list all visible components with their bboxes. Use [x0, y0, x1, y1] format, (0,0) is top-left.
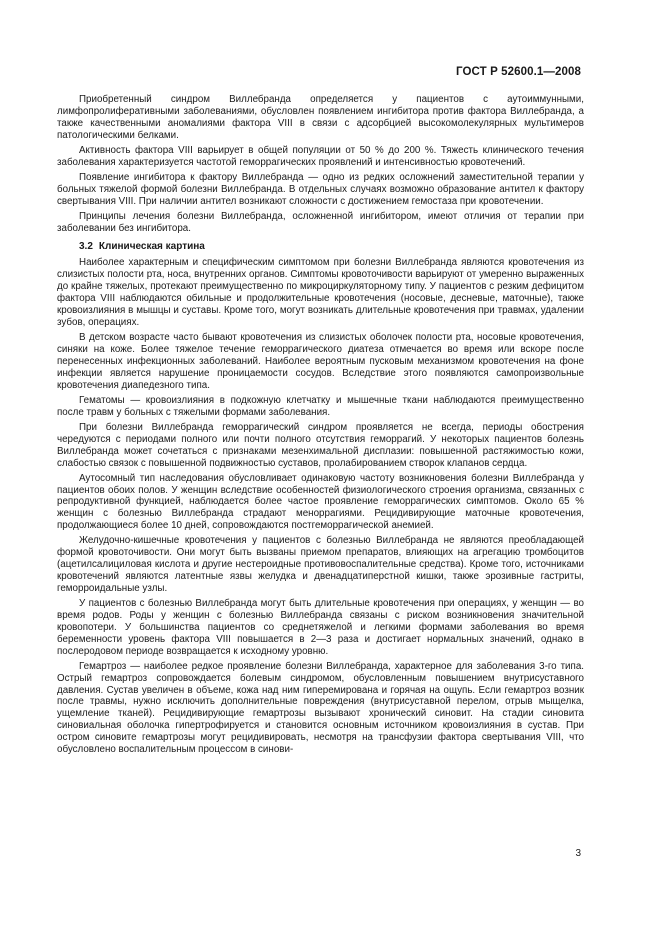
paragraph: В детском возрасте часто бывают кровотечения из слизистых оболочек полости рта, носовые кровотечения, синяки на коже. Более тяжелое течение геморрагического диатеза отмечается во время или вскоре после перенесенных инфекционных заболеваний. Наиболее вероятным пусковым механизмом кровотечения на фоне инфекции является нарушение проницаемости сосудов. Вследствие этого появляются самопроизвольные кровотечения диапедезного типа.: [57, 332, 584, 391]
paragraph: Аутосомный тип наследования обусловливает одинаковую частоту возникновения болезни Виллебранда у пациентов обоих полов. У женщин вследствие особенностей физиологического строения организма, связанных с репродуктивной функцией, наблюдается более частое проявление геморрагических симптомов. Около 65 % женщин с болезнью Виллебранда страдают меноррагиями. Рецидивирующие маточные кровотечения, продолжающиеся более 10 дней, сопровождаются постгеморрагической анемией.: [57, 472, 584, 532]
paragraph: Наиболее характерным и специфическим симптомом при болезни Виллебранда являются кровотечения из слизистых полости рта, носа, внутренних органов. Симптомы кровоточивости варьируют от умеренно выраженных до крайне тяжелых, протекают преимущественно по микроциркуляторному типу. У пациентов с резким дефицитом фактора VIII наблюдаются обильные и продолжительные кровотечения (носовые, десневые, маточные), также кровоизлияния в мышцы и суставы. Кроме того, могут возникать длительные кровотечения при травмах, удалении зубов, операциях.: [57, 257, 584, 328]
section-title: Клиническая картина: [98, 240, 205, 252]
paragraph: У пациентов с болезнью Виллебранда могут быть длительные кровотечения при операциях, у женщин — во время родов. Роды у женщин с болезнью Виллебранда связаны с риском возникновения значительной кровопотери. У большинства пациентов со среднетяжелой и легкими формами заболевания во время беременности уровень фактора VIII повышается в 2—3 раза и достигает нормальных значений, однако в послеродовом периоде возвращается к исходному уровню.: [57, 598, 584, 657]
page-number: 3: [575, 848, 581, 859]
paragraph: Появление ингибитора к фактору Виллебранда — одно из редких осложнений заместительной терапии у больных тяжелой формой болезни Виллебранда. В отдельных случаях возможно образование антител к фактору свертывания VIII. При наличии антител возникают сложности с достижением гемостаза при кровотечении.: [57, 171, 584, 207]
paragraph: Желудочно-кишечные кровотечения у пациентов с болезнью Виллебранда не являются преобладающей формой кровоточивости. Они могут быть вызваны приемом препаратов, влияющих на агрегацию тромбоцитов (ацетилсалициловая кислота и другие нестероидные противовоспалительные средства). Кроме того, источниками кровотечений являются латентные язвы желудка и двенадцатиперстной кишки, также эрозивные гастриты, геморроидальные узлы.: [57, 535, 584, 594]
paragraph: Активность фактора VIII варьирует в общей популяции от 50 % до 200 %. Тяжесть клинического течения заболевания характеризуется частотой геморрагических проявлений и интенсивностью кровотечений.: [57, 144, 584, 168]
paragraph: При болезни Виллебранда геморрагический синдром проявляется не всегда, периоды обострения чередуются с периодами полного или почти полного отсутствия геморрагий. У некоторых пациентов болезнь Виллебранда может сочетаться с признаками мезенхимальной дисплазии: повышенной растяжимостью кожи, слабостью связок с повышенной подвижностью суставов, пролабированием створок клапанов сердца.: [57, 421, 584, 469]
paragraph: Гемартроз — наиболее редкое проявление болезни Виллебранда, характерное для заболевания 3-го типа. Острый гемартроз сопровождается болевым синдромом, обусловленным повышением внутрисуставного давления. Сустав увеличен в объеме, кожа над ним гиперемирована и горячая на ощупь. Если гемартроз возник после травмы, нужно исключить дополнительные повреждения (внутрисуставной перелом, отрыв мыщелка, ущемление тканей). Рецидивирующие гемартрозы вызывают хронический синовит. На стадии синовита синовиальная оболочка гипертрофируется и становится основным источником кровоизлияния в сустав. При остром синовите гемартрозы могут рецидивировать, несмотря на трансфузии фактора свертывания VIII, что обусловлено воспалительным процессом в синови-: [57, 660, 584, 756]
section-heading: [57, 241, 584, 253]
paragraph: Принципы лечения болезни Виллебранда, осложненной ингибитором, имеют отличия от терапии при заболевании без ингибитора.: [57, 210, 584, 234]
paragraph: Приобретенный синдром Виллебранда определяется у пациентов с аутоиммунными, лимфопролиферативными заболеваниями, обусловлен появлением ингибитора против фактора Виллебранда, а также качественными аномалиями фактора VIII в связи с адсорбцией высокомолекулярных мультимеров патологическими белками.: [57, 94, 584, 141]
section-number: 3.2: [79, 240, 93, 252]
document-body: [57, 94, 584, 759]
document-code-header: ГОСТ Р 52600.1—2008: [456, 66, 581, 78]
paragraph: Гематомы — кровоизлияния в подкожную клетчатку и мышечные ткани наблюдаются преимущественно после травм у больных с тяжелыми формами заболевания.: [57, 394, 584, 418]
